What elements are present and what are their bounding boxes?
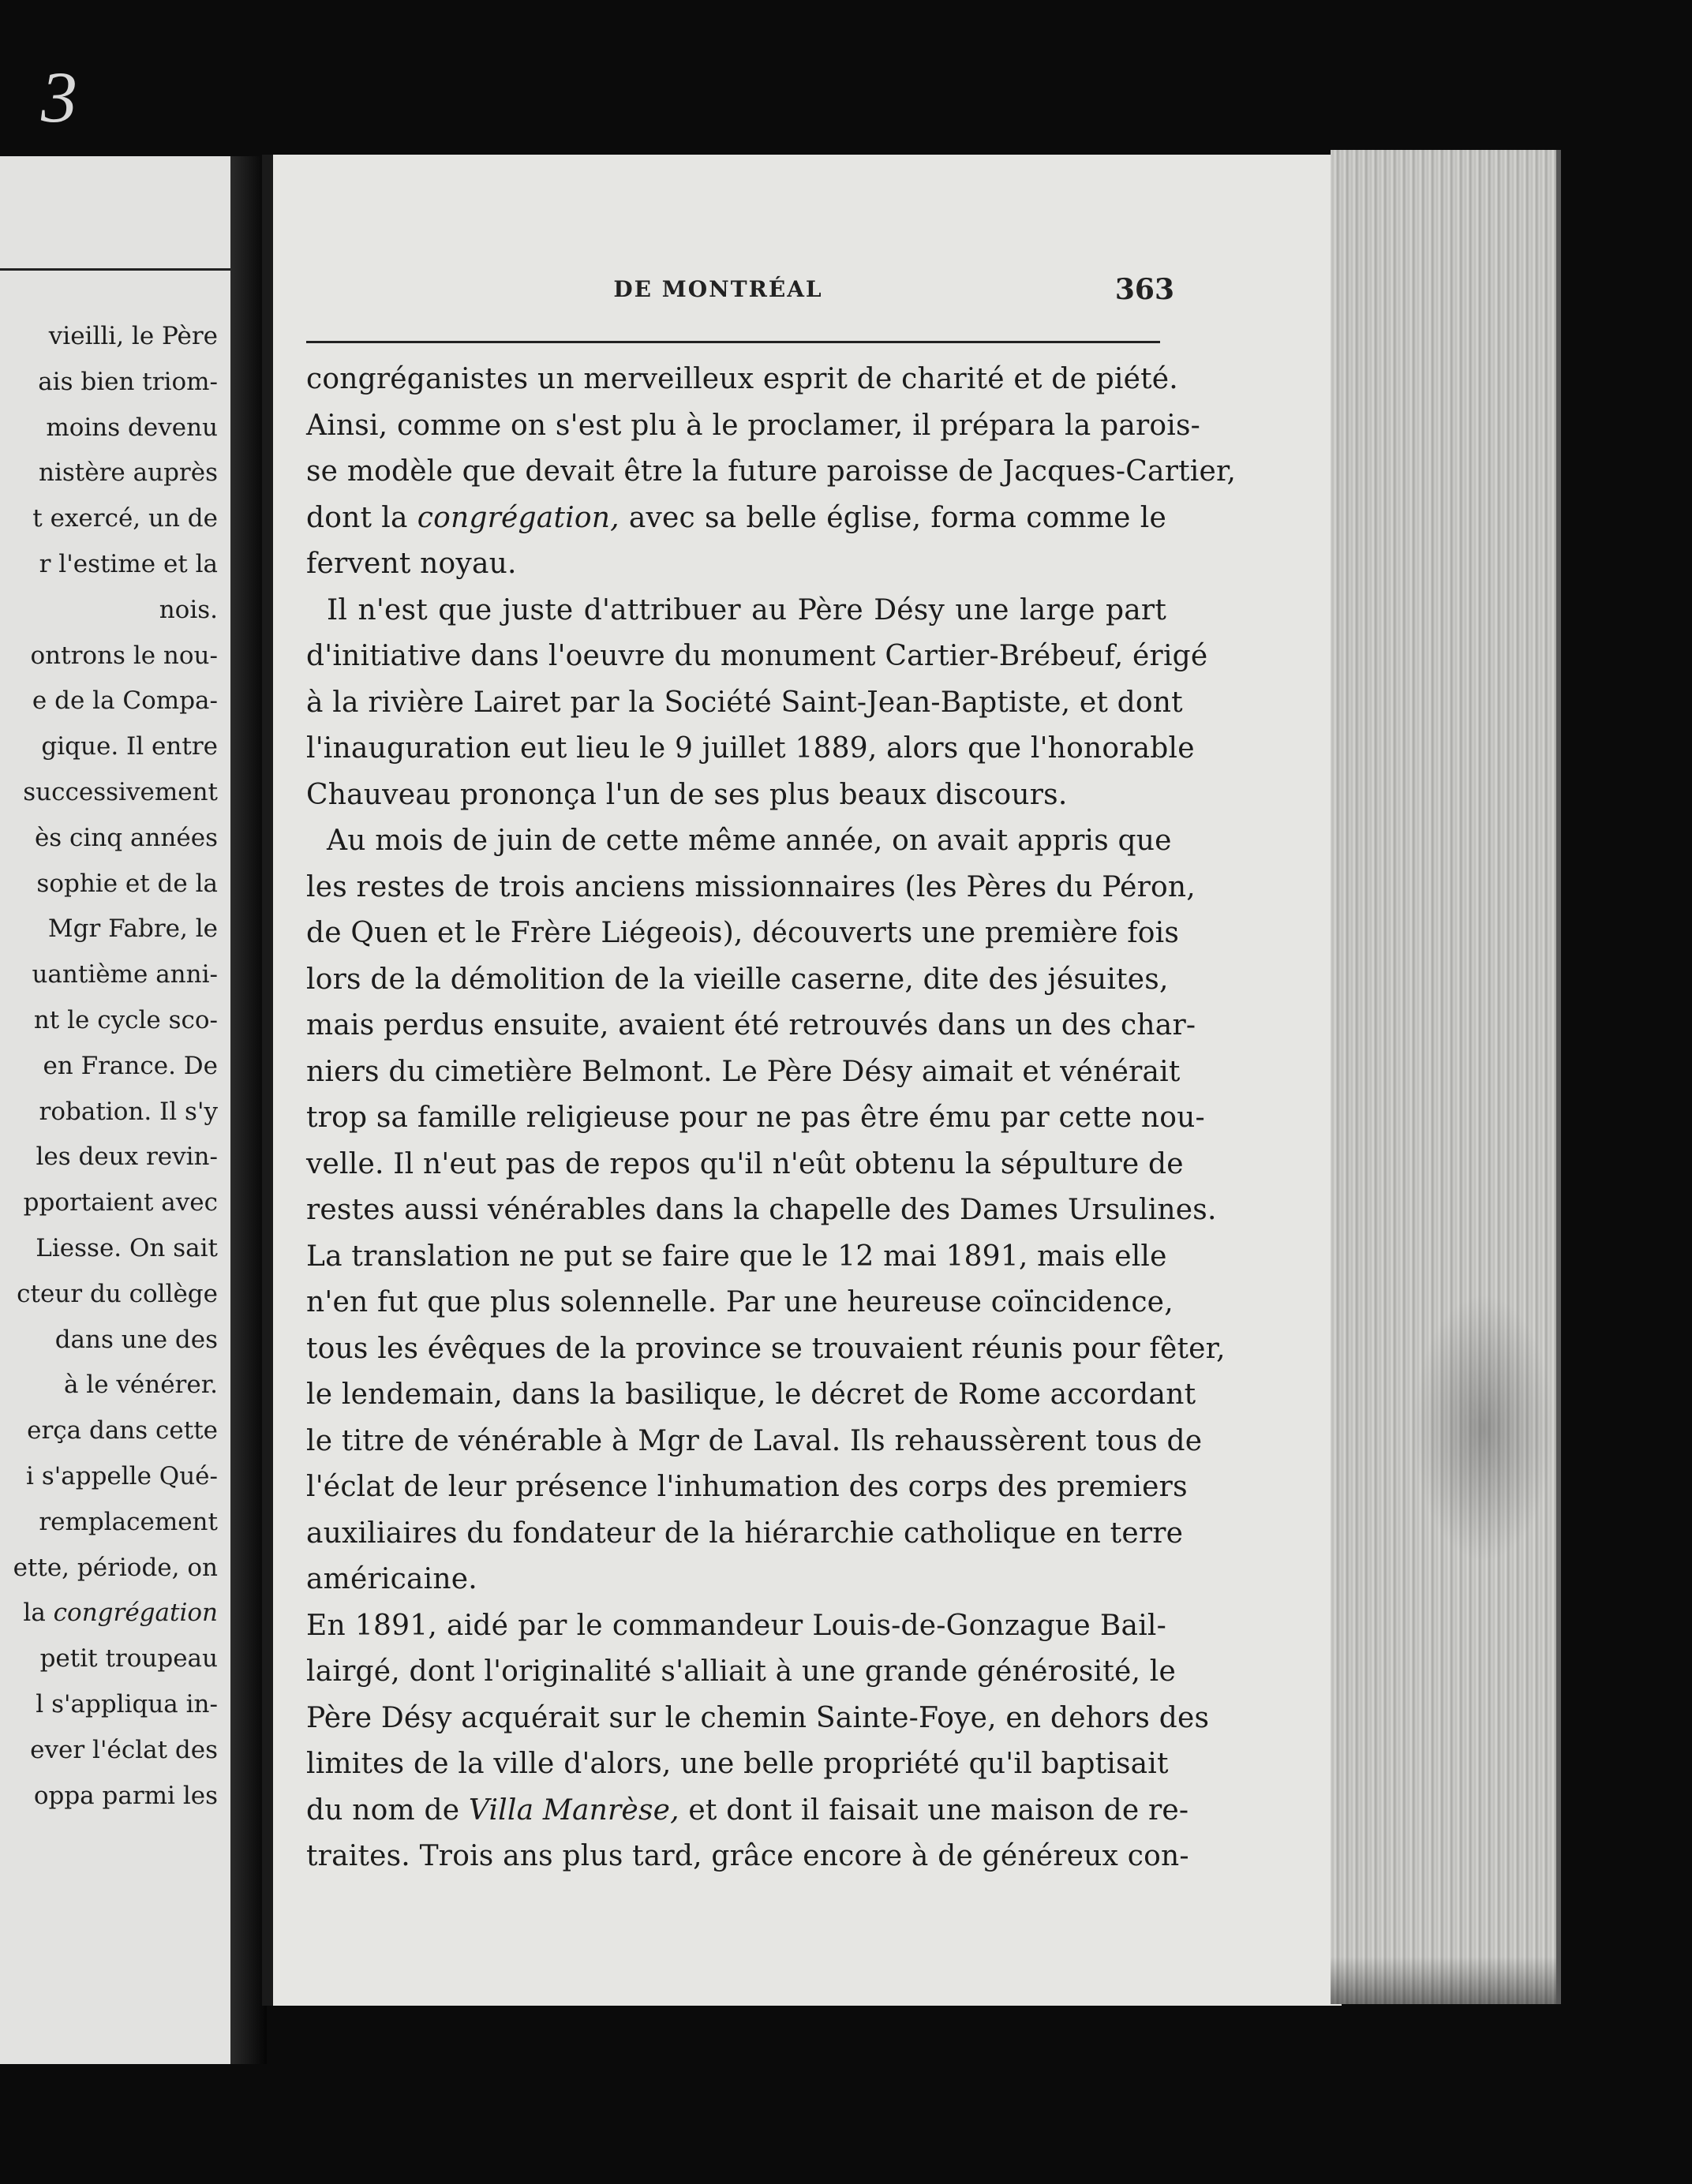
left-line: ontrons le nou- [30, 641, 218, 670]
left-line: uantième anni- [32, 960, 218, 989]
left-line: les deux revin- [36, 1142, 218, 1172]
right-page [262, 155, 1342, 2006]
text-line: les restes de trois anciens missionnaires (les Pères du Péron, [306, 870, 1196, 903]
text-line: La translation ne put se faire que le 12 mai 1891, mais elle [306, 1240, 1167, 1273]
left-line: robation. Il s'y [39, 1097, 218, 1126]
left-line: ever l'éclat des [30, 1735, 218, 1764]
text-line: américaine. [306, 1563, 477, 1595]
text-line-start: du nom de [306, 1793, 469, 1827]
fore-edge-shadow [1331, 1957, 1556, 2004]
text-line: à la rivière Lairet par la Société Saint-Jean-Baptiste, et dont [306, 686, 1183, 719]
paragraph-start-line: Au mois de juin de cette même année, on avait appris que [327, 825, 1172, 857]
italic-congregation: congrégation, [417, 501, 620, 534]
left-line: pportaient avec [23, 1188, 218, 1217]
page-body-text [306, 357, 1237, 1880]
text-line: de Quen et le Frère Liégeois), découverts une première fois [306, 917, 1180, 949]
text-line: congréganistes un merveilleux esprit de charité et de piété. [306, 363, 1178, 395]
text-line: lairgé, dont l'originalité s'alliait à une grande générosité, le [306, 1655, 1176, 1688]
left-line: nt le cycle sco- [33, 1005, 218, 1034]
book-fore-edge [1331, 150, 1561, 2004]
left-page-header-rule [0, 268, 230, 271]
text-line-end: avec sa belle église, forma comme le [619, 501, 1166, 534]
left-line: oppa parmi les [33, 1781, 218, 1810]
text-line: tous les évêques de la province se trouvaient réunis pour fêter, [306, 1332, 1226, 1365]
left-line: remplacement [39, 1507, 218, 1536]
paragraph-start-line: En 1891, aidé par le commandeur Louis-de-Gonzague Bail- [306, 1609, 1166, 1642]
text-line [306, 1788, 1189, 1834]
left-line-text: la [23, 1599, 54, 1628]
paragraph-start-line: Il n'est que juste d'attribuer au Père Désy une large part [327, 593, 1166, 626]
text-line: Ainsi, comme on s'est plu à le proclamer, il prépara la parois- [306, 409, 1201, 442]
left-line: erça dans cette [27, 1416, 218, 1445]
page-number: 363 [1114, 273, 1174, 306]
text-line: l'éclat de leur présence l'inhumation des corps des premiers [306, 1471, 1188, 1503]
left-line: successivement [23, 777, 218, 806]
text-line-end: et dont il faisait une maison de re- [679, 1793, 1189, 1827]
left-line-italic: congrégation [53, 1599, 218, 1628]
left-line [0, 1591, 230, 1636]
left-page-text [0, 314, 230, 1819]
text-line: se modèle que devait être la future paroisse de Jacques-Cartier, [306, 455, 1237, 488]
left-line: cteur du collège [17, 1279, 218, 1308]
left-line: moins devenu [46, 413, 218, 442]
left-line: vieilli, le Père [48, 322, 218, 350]
left-line: t exercé, un de [32, 504, 218, 533]
left-line: l s'appliqua in- [36, 1689, 218, 1718]
text-line: n'en fut que plus solennelle. Par une heureuse coïncidence, [306, 1286, 1174, 1318]
running-head: DE MONTRÉAL [613, 276, 823, 302]
text-line: d'initiative dans l'oeuvre du monument Cartier-Brébeuf, érigé [306, 640, 1208, 672]
left-line: ès cinq années [34, 823, 218, 852]
text-line: Chauveau prononça l'un de ses plus beaux discours. [306, 778, 1068, 811]
text-line [306, 496, 1166, 542]
italic-villa-manrese: Villa Manrèse, [468, 1793, 679, 1827]
text-line: trop sa famille religieuse pour ne pas être ému par cette nou- [306, 1101, 1205, 1134]
left-line: sophie et de la [36, 869, 218, 898]
left-line: r l'estime et la [39, 549, 218, 578]
left-line: Liesse. On sait [36, 1233, 218, 1262]
left-line: dans une des [54, 1325, 218, 1354]
text-line: niers du cimetière Belmont. Le Père Désy aimait et vénérait [306, 1055, 1181, 1088]
text-line: le lendemain, dans la basilique, le décret de Rome accordant [306, 1378, 1196, 1411]
left-line: en France. De [43, 1051, 218, 1080]
text-line: velle. Il n'eut pas de repos qu'il n'eût obtenu la sépulture de [306, 1147, 1184, 1180]
header-rule [306, 341, 1160, 343]
text-line: auxiliaires du fondateur de la hiérarchie catholique en terre [306, 1516, 1184, 1550]
text-line: restes aussi vénérables dans la chapelle des Dames Ursulines. [306, 1194, 1217, 1226]
left-line: nistère auprès [39, 458, 218, 488]
left-line: ette, période, on [13, 1553, 218, 1582]
left-line: ais bien triom- [38, 367, 218, 396]
text-line: mais perdus ensuite, avaient été retrouvés dans un des char- [306, 1009, 1196, 1042]
left-line: e de la Compa- [32, 686, 218, 716]
left-page [0, 156, 235, 2064]
handwritten-corner-mark: 3 [41, 57, 77, 137]
text-line: le titre de vénérable à Mgr de Laval. Ils rehaussèrent tous de [306, 1424, 1203, 1457]
page-stain [1413, 1294, 1555, 1562]
left-line: gique. Il entre [41, 732, 218, 761]
text-line: traites. Trois ans plus tard, grâce encore à de généreux con- [306, 1840, 1189, 1872]
left-line: Mgr Fabre, le [47, 914, 218, 944]
text-line: lors de la démolition de la vieille caserne, dite des jésuites, [306, 963, 1169, 996]
text-line: Père Désy acquérait sur le chemin Sainte-Foye, en dehors des [306, 1701, 1210, 1734]
left-line: à le vénérer. [63, 1371, 218, 1400]
left-line: nois. [159, 595, 218, 624]
left-line: petit troupeau [39, 1644, 218, 1674]
text-line: fervent noyau. [306, 548, 517, 580]
text-line-start: dont la [306, 501, 417, 534]
text-line: limites de la ville d'alors, une belle propriété qu'il baptisait [306, 1748, 1169, 1780]
text-line: l'inauguration eut lieu le 9 juillet 1889, alors que l'honorable [306, 732, 1195, 765]
left-line: i s'appelle Qué- [26, 1461, 218, 1490]
